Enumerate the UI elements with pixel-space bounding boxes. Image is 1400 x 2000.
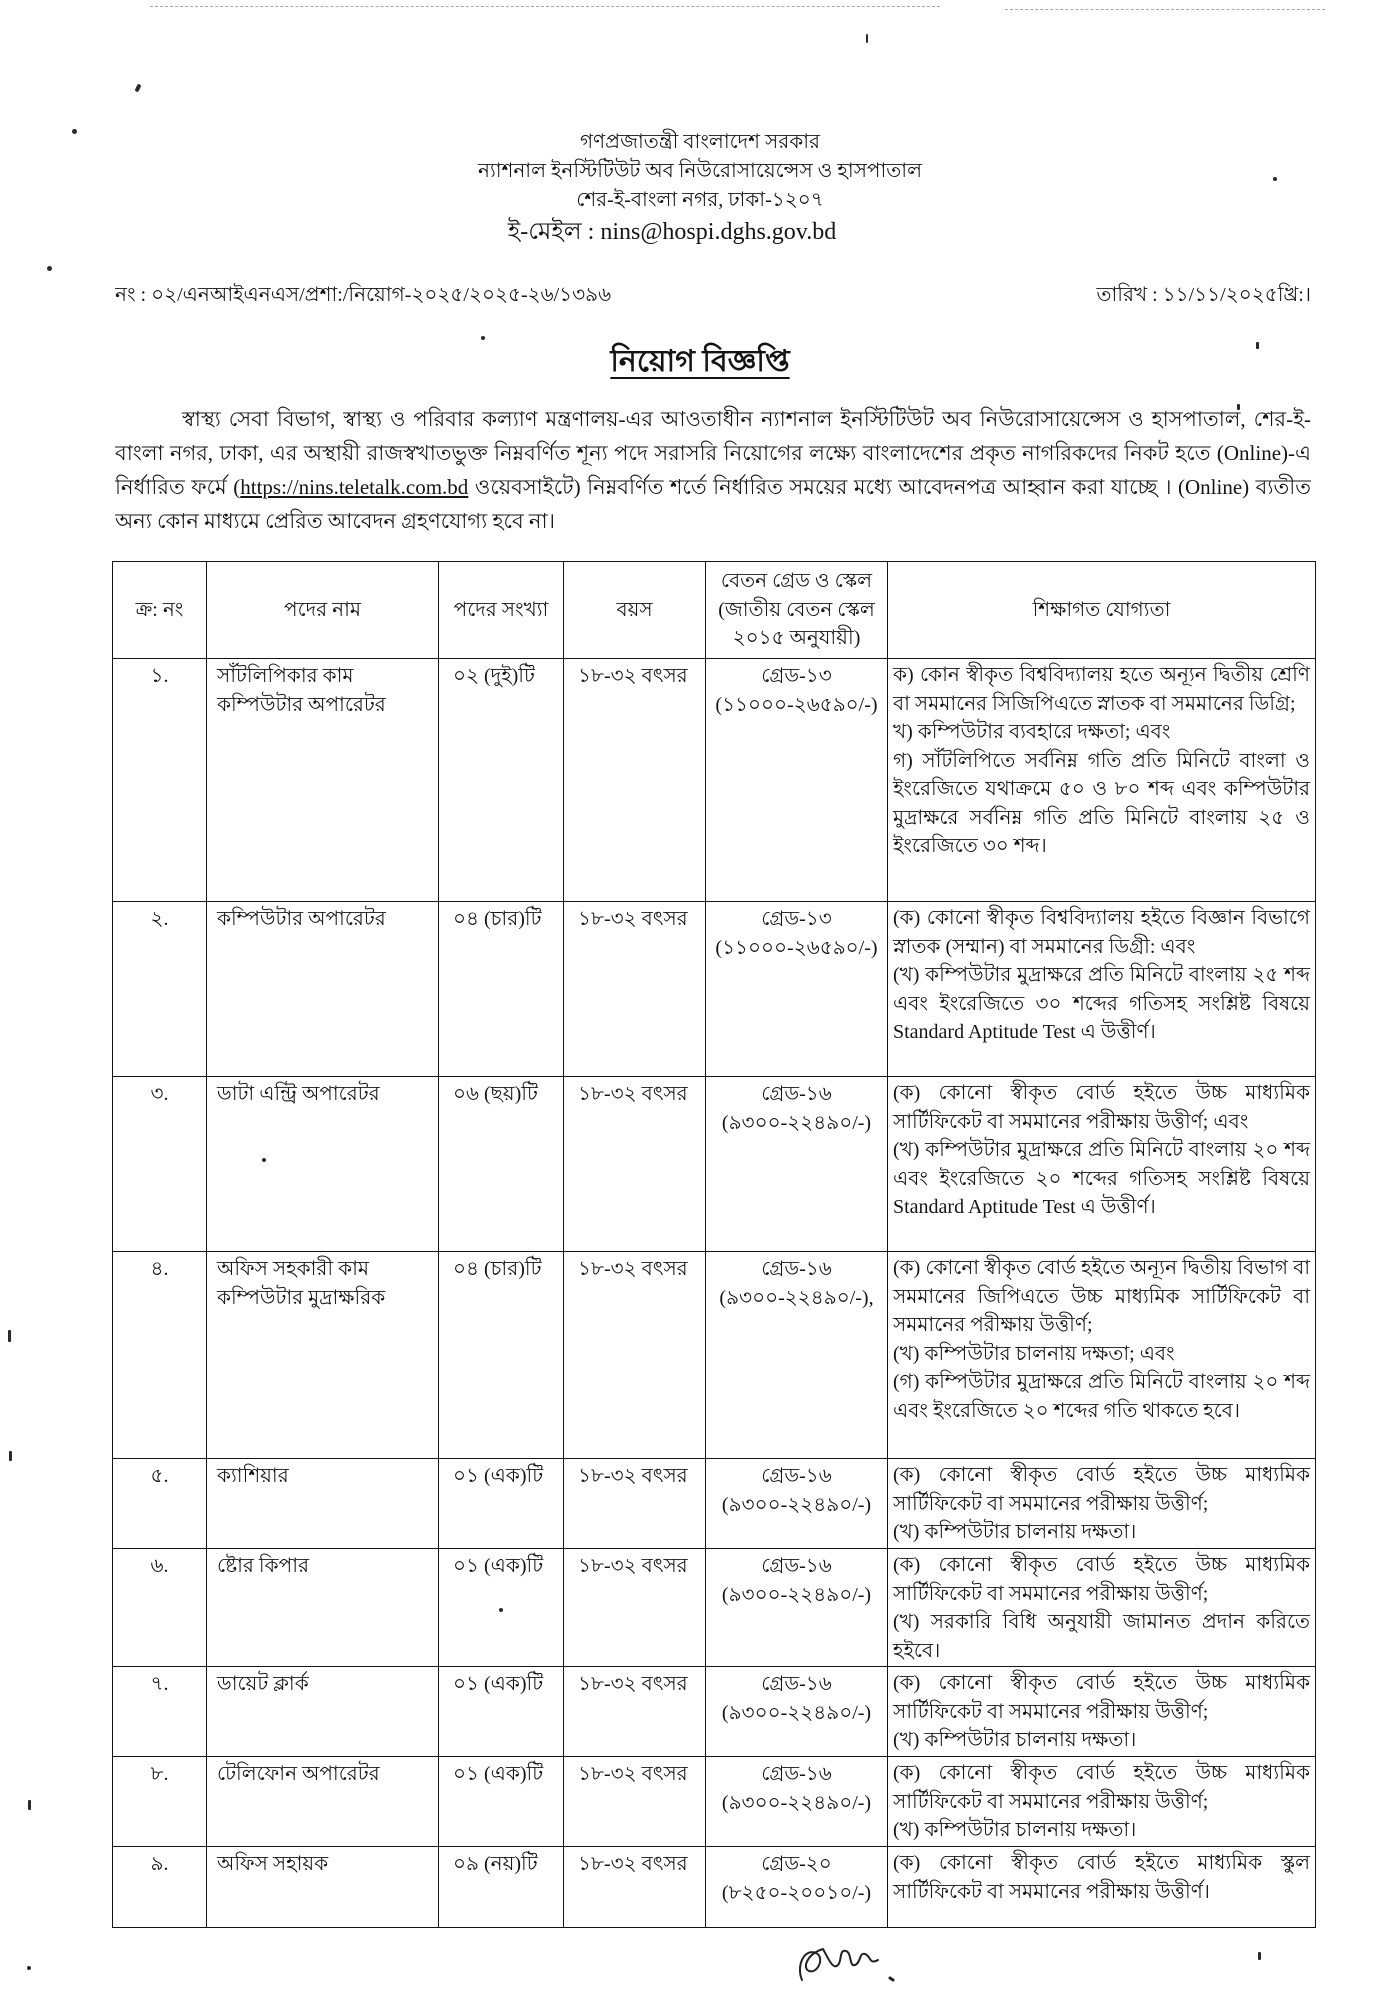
pay-grade: গ্রেড-১৬ (761, 1673, 832, 1695)
pay-cell (706, 1667, 888, 1757)
post-name: ডাটা এন্ট্রি অপারেটর (207, 1077, 439, 1252)
pay-cell (706, 1459, 888, 1549)
serial-cell: ৯. (113, 1847, 207, 1928)
pay-cell (706, 1757, 888, 1847)
post-count: ০১ (এক)টি (439, 1667, 564, 1757)
header-count-label: পদের সংখ্যা (453, 598, 549, 621)
age-limit: ১৮-৩২ বৎসর (564, 1077, 706, 1252)
qualification-cell (888, 659, 1316, 902)
scan-speck (27, 1966, 31, 1970)
scan-edge-mark (1005, 9, 1325, 10)
qualification-item: (ক) কোনো স্বীকৃত বোর্ড হইতে উচ্চ মাধ্যমিক সার্টিফিকেট বা সমমানের পরীক্ষায় উত্তীর্ণ; এবং (893, 1082, 1310, 1133)
serial-cell: ২. (113, 902, 207, 1077)
pay-cell (706, 1252, 888, 1459)
age-limit: ১৮-৩২ বৎসর (564, 1847, 706, 1928)
intro-text-start: স্বাস্থ্য সেবা বিভাগ, স্বাস্থ্য ও পরিবার কল্যাণ মন্ত্রণালয়-এর আওতাধীন ন্যাশনাল ইনস্টিটিউট অব নিউরোসায়েন্সেস ও হাসপাতাল, শের-ই-বাংলা নগর, ঢাকা, এর অস্থায়ী রাজস্বখাতভুক্ত নিম্নবর্ণিত শূন্য পদে সরাসরি নিয়োগের লক্ষ্যে বাংলাদেশের প্রকৃত নাগরিকদের নিকট হতে (Online)-এ নির্ধারিত ফর্মে ( (115, 407, 1311, 499)
post-name: অফিস সহায়ক (207, 1847, 439, 1928)
pay-scale: (৯৩০০-২২৪৯০/-) (721, 1583, 872, 1606)
memo-reference-number: নং : ০২/এনআইএনএস/প্রশা:/নিয়োগ-২০২৫/২০২৫-২৬/১৩৯৬ (115, 284, 612, 306)
signature-drawing (792, 1934, 912, 1992)
qualification-cell (888, 1847, 1316, 1928)
post-count: ০৪ (চার)টি (439, 902, 564, 1077)
intro-paragraph (115, 402, 1311, 546)
pay-cell (706, 1077, 888, 1252)
qualification-item: ক) কোন স্বীকৃত বিশ্ববিদ্যালয় হতে অন্যূন দ্বিতীয় শ্রেণি বা সমমানের সিজিপিএতে স্নাতক বা সমমানের ডিগ্রি; (893, 664, 1310, 715)
post-name: কম্পিউটার অপারেটর (207, 902, 439, 1077)
scan-speck (28, 1800, 31, 1810)
post-count: ০১ (এক)টি (439, 1459, 564, 1549)
pay-scale: (৮২৫০-২০০১০/-) (721, 1881, 872, 1904)
qualification-item: (ক) কোনো স্বীকৃত বোর্ড হইতে মাধ্যমিক স্কুল সার্টিফিকেট বা সমমানের পরীক্ষায় উত্তীর্ণ। (893, 1852, 1310, 1903)
qualification-cell (888, 1252, 1316, 1459)
header-salary-line: বেতন গ্রেড ও স্কেল (720, 570, 873, 593)
post-count: ০১ (এক)টি (439, 1549, 564, 1667)
qualification-item: (খ) কম্পিউটার চালনায় দক্ষতা। (893, 1819, 1137, 1841)
institute-email: ই-মেইল : nins@hospi.dghs.gov.bd (507, 219, 837, 245)
vacancy-table (112, 561, 1316, 1928)
notice-title-text: নিয়োগ বিজ্ঞপ্তি (610, 345, 790, 378)
qualification-item: (খ) সরকারি বিধি অনুযায়ী জামানত প্রদান করিতে হইবে। (893, 1611, 1310, 1662)
institute-address: শের-ই-বাংলা নগর, ঢাকা-১২০৭ (576, 189, 824, 211)
pay-grade: গ্রেড-১৩ (761, 665, 832, 687)
pay-cell (706, 902, 888, 1077)
post-count: ০২ (দুই)টি (439, 659, 564, 902)
memo-line (115, 280, 1311, 312)
age-limit: ১৮-৩২ বৎসর (564, 902, 706, 1077)
post-count: ০৬ (ছয়)টি (439, 1077, 564, 1252)
pay-grade: গ্রেড-১৬ (761, 1555, 832, 1577)
pay-grade: গ্রেড-১৩ (761, 908, 832, 930)
handwritten-signature (792, 1934, 912, 1992)
post-name: ডায়েট ক্লার্ক (207, 1667, 439, 1757)
scan-speck (866, 34, 868, 43)
serial-cell: ৭. (113, 1667, 207, 1757)
qualification-item: (ক) কোনো স্বীকৃত বোর্ড হইতে উচ্চ মাধ্যমিক সার্টিফিকেট বা সমমানের পরীক্ষায় উত্তীর্ণ; (893, 1762, 1310, 1813)
post-name: ক্যাশিয়ার (207, 1459, 439, 1549)
age-limit: ১৮-৩২ বৎসর (564, 1757, 706, 1847)
header-age (564, 562, 706, 659)
memo-date: তারিখ : ১১/১১/২০২৫খ্রি:। (1096, 284, 1311, 306)
age-limit: ১৮-৩২ বৎসর (564, 659, 706, 902)
serial-cell: ৮. (113, 1757, 207, 1847)
age-limit: ১৮-৩২ বৎসর (564, 1549, 706, 1667)
serial-cell: ১. (113, 659, 207, 902)
qualification-item: (গ) কম্পিউটার মুদ্রাক্ষরে প্রতি মিনিটে বাংলায় ২০ শব্দ এবং ইংরেজিতে ২০ শব্দের গতি থাকতে হবে। (893, 1371, 1310, 1422)
post-name: অফিস সহকারী কাম কম্পিউটার মুদ্রাক্ষরিক (207, 1252, 439, 1459)
qualification-item: (খ) কম্পিউটার চালনায় দক্ষতা। (893, 1521, 1137, 1543)
scan-speck (8, 1330, 11, 1342)
header-count (439, 562, 564, 659)
header-serial-label: ক্র: নং (135, 598, 184, 621)
serial-cell: ৫. (113, 1459, 207, 1549)
qualification-cell (888, 1757, 1316, 1847)
scan-speck (47, 266, 52, 271)
scan-speck (481, 336, 485, 340)
government-name: গণপ্রজাতন্ত্রী বাংলাদেশ সরকার (579, 131, 821, 153)
pay-grade: গ্রেড-১৬ (761, 1083, 832, 1105)
qualification-item: (খ) কম্পিউটার চালনায় দক্ষতা; এবং (893, 1342, 1175, 1365)
header-salary-line: (জাতীয় বেতন স্কেল (718, 598, 875, 621)
institute-name: ন্যাশনাল ইনস্টিটিউট অব নিউরোসায়েন্সেস ও হাসপাতাল (478, 160, 922, 182)
intro-text-end: ওয়েবসাইটে) নিম্নবর্ণিত শর্তে নির্ধারিত সময়ের মধ্যে আবেদনপত্র আহ্বান করা যাচ্ছে । (Online) ব্যতীত অন্য কোন মাধ্যমে প্রেরিত আবেদন গ্রহণযোগ্য হবে না। (115, 475, 1311, 533)
header-salary (706, 562, 888, 659)
scan-speck (9, 1451, 12, 1461)
pay-grade: গ্রেড-১৬ (761, 1258, 832, 1280)
qualification-item: গ) সাঁটলিপিতে সর্বনিম্ন গতি প্রতি মিনিটে বাংলা ও ইংরেজিতে যথাক্রমে ৫০ ও ৮০ শব্দ এবং কম্পিউটার মুদ্রাক্ষরে সর্বনিম্ন গতি প্রতি মিনিটে বাংলায় ২৫ ও ইংরেজিতে ৩০ শব্দ। (893, 749, 1310, 857)
qualification-cell (888, 1667, 1316, 1757)
pay-grade: গ্রেড-১৬ (761, 1465, 832, 1487)
age-limit: ১৮-৩২ বৎসর (564, 1252, 706, 1459)
header-age-label: বয়স (616, 598, 653, 621)
serial-cell: ৬. (113, 1549, 207, 1667)
pay-cell (706, 659, 888, 902)
pay-scale: (১১০০০-২৬৫৯০/-) (715, 936, 878, 959)
age-limit: ১৮-৩২ বৎসর (564, 1459, 706, 1549)
qualification-cell (888, 1549, 1316, 1667)
qualification-item: (ক) কোনো স্বীকৃত বোর্ড হইতে অন্যূন দ্বিতীয় বিভাগ বা সমমানের জিপিএতে উচ্চ মাধ্যমিক সার্টিফিকেট বা সমমানের পরীক্ষায় উত্তীর্ণ; (893, 1257, 1310, 1336)
post-count: ০৯ (নয়)টি (439, 1847, 564, 1928)
header-education-label: শিক্ষাগত যোগ্যতা (1032, 598, 1171, 621)
scan-speck (134, 84, 141, 93)
pay-grade: গ্রেড-১৬ (761, 1763, 832, 1785)
header-post-label: পদের নাম (284, 598, 361, 621)
qualification-item: (খ) কম্পিউটার মুদ্রাক্ষরে প্রতি মিনিটে বাংলায় ২০ শব্দ এবং ইংরেজিতে ২০ শব্দের গতিসহ সংশ্লিষ্ট বিষয়ে Standard Aptitude Test এ উত্তীর্ণ। (893, 1139, 1310, 1218)
post-name: টেলিফোন অপারেটর (207, 1757, 439, 1847)
qualification-item: (খ) কম্পিউটার চালনায় দক্ষতা। (893, 1729, 1137, 1751)
pay-scale: (৯৩০০-২২৪৯০/-) (721, 1493, 872, 1516)
pay-scale: (৯৩০০-২২৪৯০/-), (719, 1286, 874, 1309)
post-count: ০৪ (চার)টি (439, 1252, 564, 1459)
age-limit: ১৮-৩২ বৎসর (564, 1667, 706, 1757)
qualification-cell (888, 1459, 1316, 1549)
pay-scale: (১১০০০-২৬৫৯০/-) (715, 693, 878, 716)
header-salary-line: ২০১৫ অনুযায়ী) (732, 627, 861, 650)
serial-cell: ৪. (113, 1252, 207, 1459)
qualification-cell (888, 1077, 1316, 1252)
header-post (207, 562, 439, 659)
pay-scale: (৯৩০০-২২৪৯০/-) (721, 1701, 872, 1724)
application-url: https://nins.teletalk.com.bd (240, 475, 469, 499)
pay-scale: (৯৩০০-২২৪৯০/-) (721, 1791, 872, 1814)
qualification-item: (ক) কোনো স্বীকৃত বিশ্ববিদ্যালয় হইতে বিজ্ঞান বিভাগে স্নাতক (সম্মান) বা সমমানের ডিগ্রী: এবং (893, 907, 1310, 958)
header-education (888, 562, 1316, 659)
header-serial (113, 562, 207, 659)
post-name: সাঁটলিপিকার কাম কম্পিউটার অপারেটর (207, 659, 439, 902)
pay-grade: গ্রেড-২০ (761, 1853, 832, 1875)
scan-edge-mark (150, 6, 940, 7)
qualification-item: (ক) কোনো স্বীকৃত বোর্ড হইতে উচ্চ মাধ্যমিক সার্টিফিকেট বা সমমানের পরীক্ষায় উত্তীর্ণ; (893, 1672, 1310, 1723)
letterhead (0, 128, 1400, 249)
post-name: ষ্টোর কিপার (207, 1549, 439, 1667)
qualification-item: (খ) কম্পিউটার মুদ্রাক্ষরে প্রতি মিনিটে বাংলায় ২৫ শব্দ এবং ইংরেজিতে ৩০ শব্দের গতিসহ সংশ্লিষ্ট বিষয়ে Standard Aptitude Test এ উত্তীর্ণ। (893, 964, 1310, 1043)
scan-speck (1258, 1952, 1261, 1960)
qualification-cell (888, 902, 1316, 1077)
pay-cell (706, 1847, 888, 1928)
notice-title (0, 342, 1400, 382)
pay-cell (706, 1549, 888, 1667)
qualification-item: (ক) কোনো স্বীকৃত বোর্ড হইতে উচ্চ মাধ্যমিক সার্টিফিকেট বা সমমানের পরীক্ষায় উত্তীর্ণ; (893, 1464, 1310, 1515)
pay-scale: (৯৩০০-২২৪৯০/-) (721, 1111, 872, 1134)
serial-cell: ৩. (113, 1077, 207, 1252)
post-count: ০১ (এক)টি (439, 1757, 564, 1847)
qualification-item: খ) কম্পিউটার ব্যবহারে দক্ষতা; এবং (893, 721, 1171, 743)
qualification-item: (ক) কোনো স্বীকৃত বোর্ড হইতে উচ্চ মাধ্যমিক সার্টিফিকেট বা সমমানের পরীক্ষায় উত্তীর্ণ; (893, 1554, 1310, 1605)
